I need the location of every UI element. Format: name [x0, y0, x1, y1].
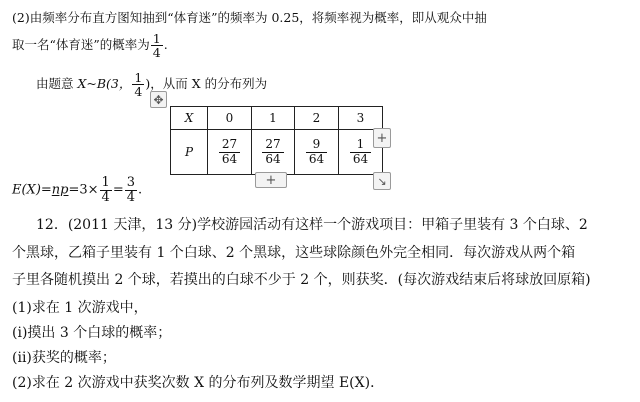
part2-line2-fraction [151, 32, 163, 59]
table-cell [252, 130, 295, 175]
part2-line2-prefix: 取一名“体育迷”的概率为 [12, 37, 150, 53]
fraction-numerator: 1 [101, 175, 110, 190]
table-cell: 3 [339, 107, 383, 130]
line3-fraction [132, 71, 144, 98]
expectation-fraction-2 [125, 176, 137, 204]
fraction-numerator: 3 [126, 175, 136, 190]
line3-suffix: )，从而 X 的分布列为 [145, 76, 268, 92]
problem12-q1i: (ⅰ)摸出 3 个白球的概率； [12, 325, 172, 341]
distribution-table [170, 106, 383, 175]
problem12-q1: (1)求在 1 次游戏中， [12, 300, 148, 316]
table-cell [208, 130, 252, 175]
fraction-denominator: 64 [221, 151, 238, 166]
table-cell: 1 [252, 107, 295, 130]
line3-variable-x: X [77, 76, 87, 92]
expectation-lhs: E(X)= [12, 182, 52, 198]
fraction-denominator: 4 [134, 84, 143, 100]
part2-line1: (2)由频率分布直方图知抽到“体育迷”的频率为 0.25，将频率视为概率，即从观众中抽 [12, 10, 487, 25]
expectation-line [12, 176, 142, 204]
fraction-numerator: 27 [262, 138, 283, 153]
fraction-denominator: 64 [352, 151, 369, 166]
part2-line2-suffix: . [163, 37, 168, 53]
expectation-equals: = [112, 182, 124, 198]
add-row-button[interactable]: + [255, 172, 287, 188]
fraction-denominator: 4 [126, 189, 136, 205]
fraction-numerator: 1 [350, 138, 371, 153]
fraction-denominator: 64 [308, 151, 325, 166]
fraction-numerator: 1 [152, 31, 161, 46]
expectation-fraction-1 [100, 176, 112, 204]
table-row [171, 107, 383, 130]
move-handle-icon[interactable]: ✥ [150, 91, 167, 108]
expectation-np: np [51, 182, 69, 198]
problem12-line2: 个黑球，乙箱子里装有 1 个白球、2 个黑球，这些球除颜色外完全相同．每次游戏从两个箱 [12, 245, 576, 261]
problem12-q2: (2)求在 2 次游戏中获奖次数 X 的分布列及数学期望 E(X)． [12, 375, 385, 391]
table-cell: 0 [208, 107, 252, 130]
problem12-line1: 12．(2011 天津，13 分)学校游园活动有这样一个游戏项目：甲箱子里装有 3 个白球、2 [36, 217, 588, 233]
expectation-end: . [138, 182, 143, 198]
resize-handle-icon[interactable]: ↘ [373, 172, 391, 190]
fraction-numerator: 27 [219, 138, 240, 153]
add-column-button[interactable]: + [373, 128, 391, 148]
fraction-numerator: 1 [134, 70, 143, 85]
part2-line2 [12, 32, 168, 59]
table-header-x: X [171, 107, 208, 130]
table-cell: 2 [295, 107, 339, 130]
fraction-denominator: 64 [265, 151, 281, 166]
fraction-numerator: 9 [306, 138, 327, 153]
problem12-q1ii: (ⅱ)获奖的概率； [12, 350, 116, 366]
expectation-mid: =3× [68, 182, 99, 198]
table-header-p: P [171, 130, 208, 175]
line3-binomial: ~B(3， [86, 76, 132, 92]
fraction-denominator: 4 [101, 189, 110, 205]
fraction-denominator: 4 [152, 45, 161, 61]
line3-prefix: 由题意 [36, 76, 78, 92]
problem12-line3: 子里各随机摸出 2 个球，若摸出的白球不少于 2 个，则获奖．(每次游戏结束后将球放回原箱) [12, 272, 591, 288]
table-cell [295, 130, 339, 175]
table-row [171, 130, 383, 175]
